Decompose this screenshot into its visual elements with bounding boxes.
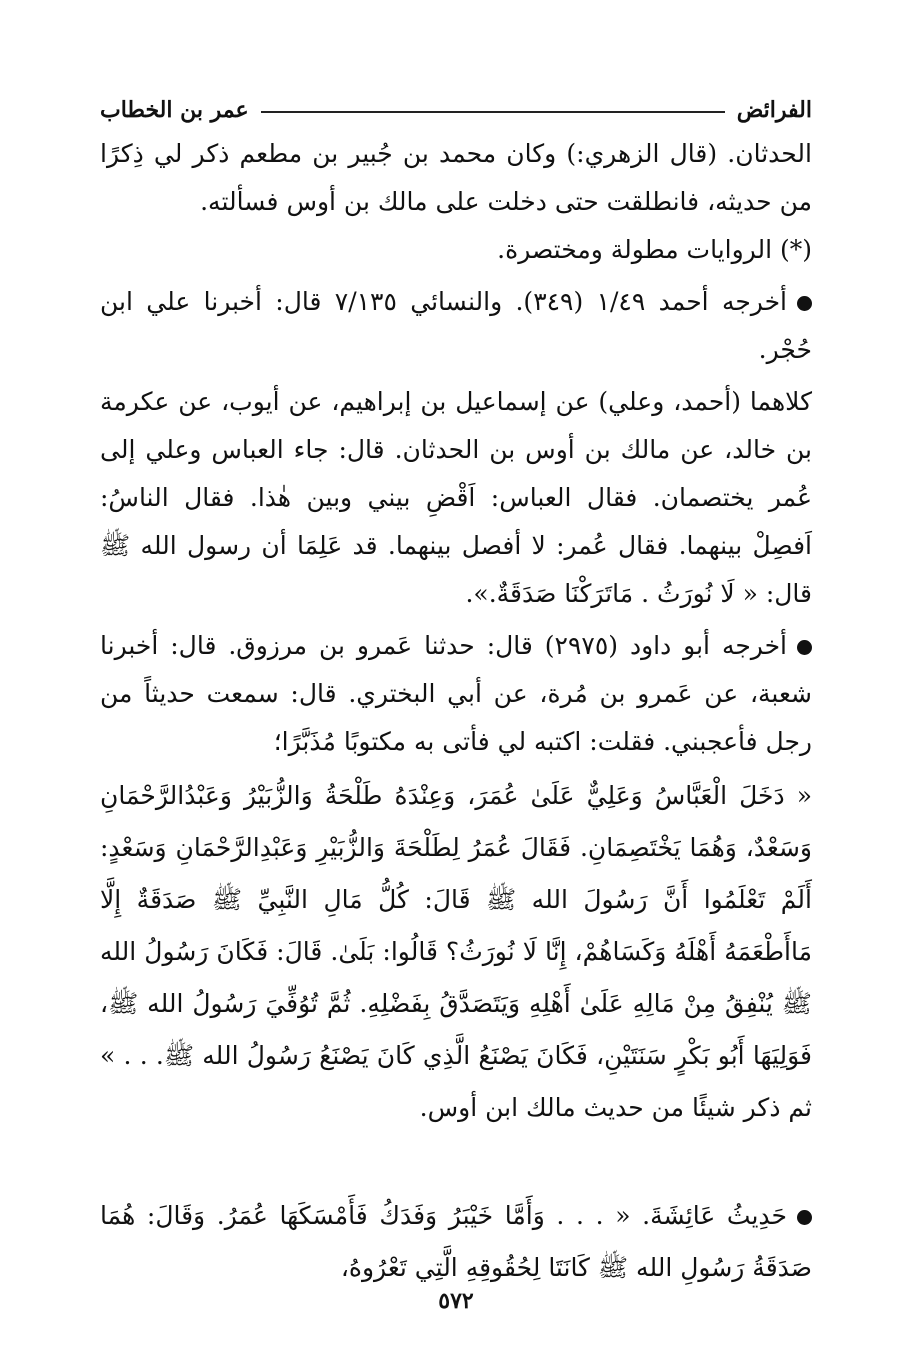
paragraph-hadith-aisha — [100, 1190, 812, 1294]
paragraph-text: أخرجه أبو داود (٢٩٧٥) قال: حدثنا عَمرو بن مرزوق. قال: أخبرنا شعبة، عن عَمرو بن مُرة، عن أبي البختري. قال: سمعت حديثاً من رجل فأعجبني. فقلت: اكتبه لي فأتى به مكتوبًا مُذَبَّرًا؛ — [100, 631, 812, 756]
paragraph-takhrij-ahmad — [100, 278, 812, 374]
paragraph-text: أخرجه أحمد ١/٤٩ (٣٤٩). والنسائي ٧/١٣٥ قال: أخبرنا علي ابن حُجْر. — [100, 287, 812, 364]
bullet-icon — [797, 640, 812, 655]
header-rule — [261, 111, 725, 113]
paragraph-note: (*) الروايات مطولة ومختصرة. — [497, 235, 812, 264]
running-header — [100, 90, 812, 130]
paragraph-hadith-text: « دَخَلَ الْعَبَّاسُ وَعَلِيٌّ عَلَىٰ عُمَرَ، وَعِنْدَهُ طَلْحَةُ وَالزُّبَيْرُ وَعَبْدُالرَّحْمَانِ وَسَعْدٌ، وَهُمَا يَخْتَصِمَانِ. فَقَالَ عُمَرُ لِطَلْحَةَ وَالزُّبَيْرِ وَعَبْدِالرَّحْمَانِ وَسَعْدٍ: أَلَمْ تَعْلَمُوا أَنَّ رَسُولَ الله ﷺ قَالَ: كُلُّ مَالِ النَّبِيِّ ﷺ صَدَقَةٌ إِلَّا مَاأَطْعَمَهُ أَهْلَهُ وَكَسَاهُمْ، إِنَّا لَا نُورَثُ؟ قَالُوا: بَلَىٰ. قَالَ: فَكَانَ رَسُولُ الله ﷺ يُنْفِقُ مِنْ مَالِهِ عَلَىٰ أَهْلِهِ وَيَتَصَدَّقُ بِفَضْلِهِ. ثُمَّ تُوُفِّيَ رَسُولُ الله ﷺ، فَوَلِيَهَا أَبُو بَكْرٍ سَنَتَيْنِ، فَكَانَ يَصْنَعُ الَّذِي كَانَ يَصْنَعُ رَسُولُ الله ﷺ. . . » ثم ذكر شيئًا من حديث مالك ابن أوس. — [100, 781, 812, 1122]
paragraph-takhrij-abu-dawud — [100, 622, 812, 766]
paragraph-isnad: كلاهما (أحمد، وعلي) عن إسماعيل بن إبراهيم، عن أيوب، عن عكرمة بن خالد، عن مالك بن أوس بن الحدثان. قال: جاء العباس وعلي إلى عُمر يختصمان. فقال العباس: اَقْضِ بيني وبين هٰذا. فقال الناسُ: اَفصِلْ بينهما. فقال عُمر: لا أفصل بينهما. قد عَلِمَا أن رسول الله ﷺ قال: « لَا نُورَثُ . مَاتَرَكْنَا صَدَقَةٌ.». — [100, 387, 812, 608]
bullet-icon — [797, 296, 812, 311]
chapter-title: عمر بن الخطاب — [100, 97, 249, 123]
bullet-icon — [797, 1210, 812, 1225]
page-number: ٥٧٢ — [438, 1288, 474, 1314]
paragraph-text: حَدِيثُ عَائِشَةَ. « . . . وَأَمَّا خَيْبَرُ وَفَدَكُ فَأَمْسَكَهَا عُمَرُ. وَقَالَ: هُمَا صَدَقَةُ رَسُولِ الله ﷺ كَانَتَا لِحُقُوقِهِ الَّتِي تَعْرُوهُ، — [100, 1201, 812, 1282]
book-title: الفرائض — [736, 97, 812, 123]
book-page — [100, 90, 812, 1330]
paragraph-continuation: الحدثان. (قال الزهري:) وكان محمد بن جُبير بن مطعم ذكر لي ذِكرًا من حديثه، فانطلقت حتى دخلت على مالك بن أوس فسألته. — [100, 139, 812, 216]
